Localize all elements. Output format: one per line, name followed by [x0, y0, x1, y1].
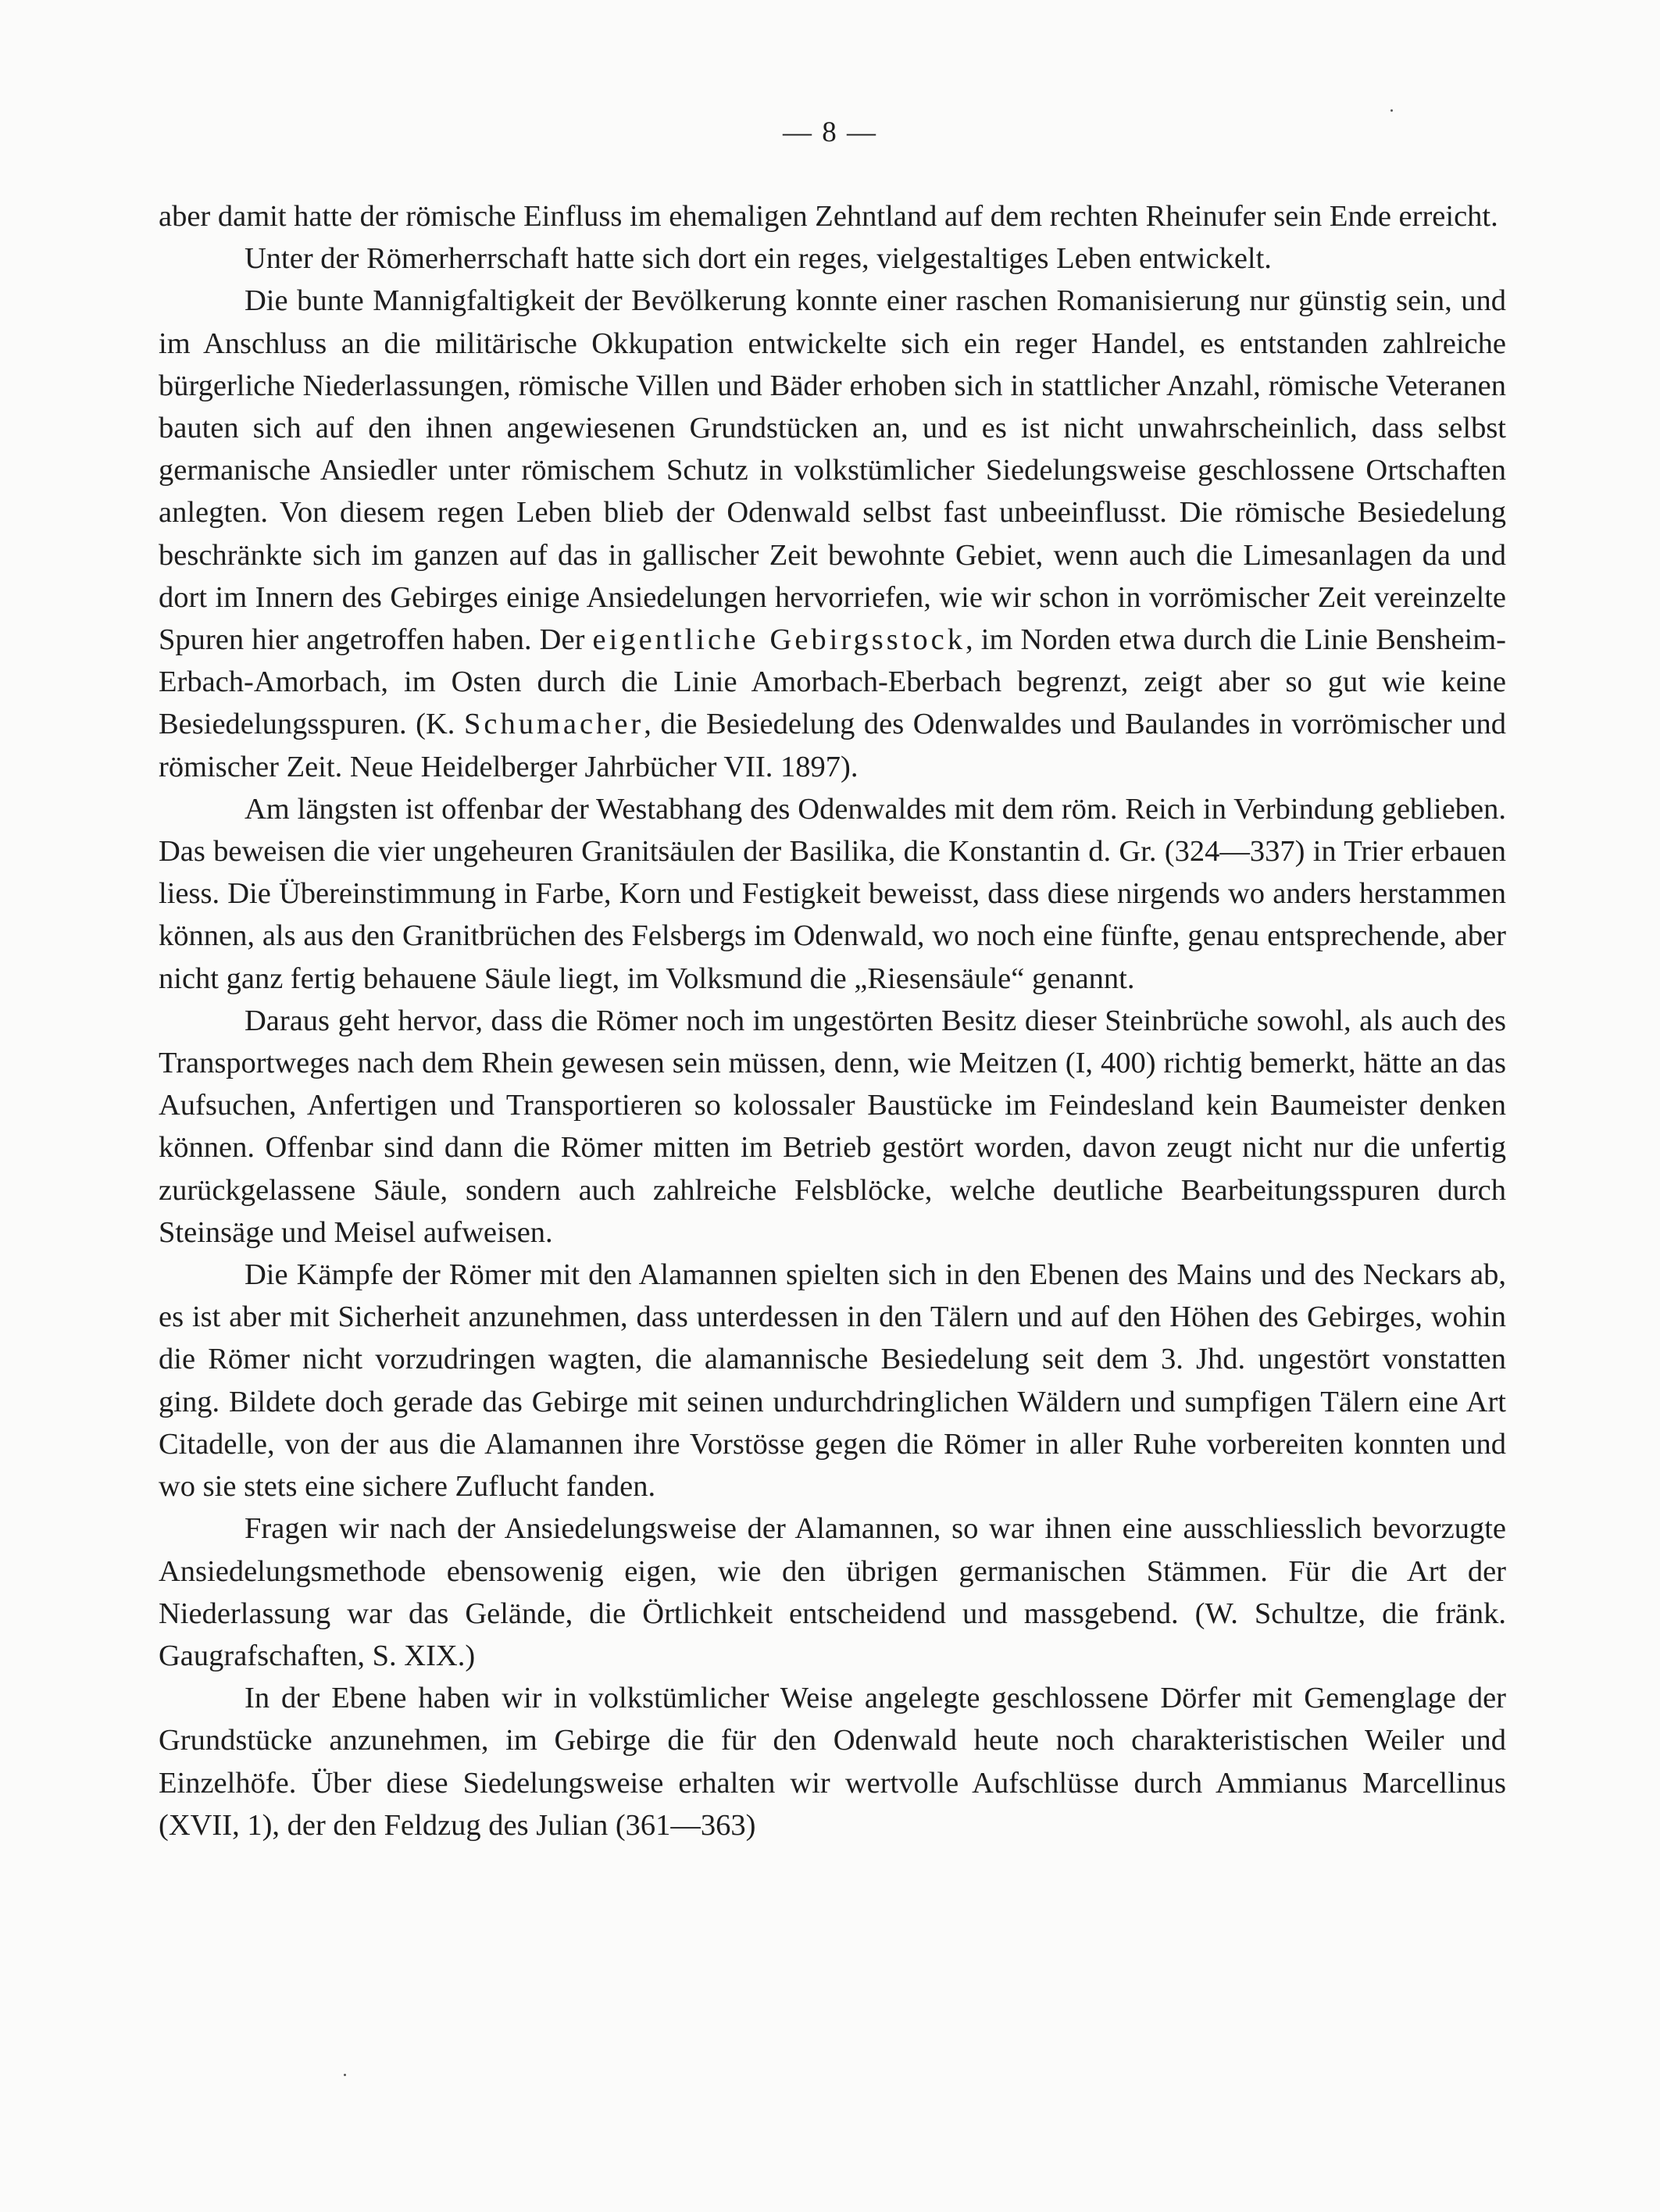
spaced-author-schumacher: Schumacher — [463, 708, 644, 741]
paragraph-4: Am längsten ist offenbar der Westabhang des Odenwaldes mit dem röm. Reich in Verbindung geblieben. Das beweisen die vier ungeheuren Granitsäulen der Basilika, die Konstantin d. Gr. (324—337) in Trier erbauen liess. Die Übereinstimmung in Farbe, Korn und Festigkeit beweisst, dass diese nirgends wo anders herstammen können, als aus den Granitbrüchen des Felsbergs im Odenwald, wo noch eine fünfte, genau entsprechende, aber nicht ganz fertig behauene Säule liegt, im Volksmund die „Riesensäule“ genannt. — [159, 792, 1506, 995]
spaced-term-gebirgsstock: eigentliche Gebirgsstock — [592, 623, 966, 657]
paragraph-8: In der Ebene haben wir in volkstümlicher Weise angelegte geschlossene Dörfer mit Gemenglage der Grundstücke anzunehmen, im Gebirge die für den Odenwald heute noch charakteristischen Weiler und Einzelhöfe. Über diese Siedelungsweise erhalten wir wertvolle Aufschlüsse durch Ammianus Marcellinus (XVII, 1), der den Feldzug des Julian (361—363) — [159, 1682, 1506, 1842]
paragraph-6: Die Kämpfe der Römer mit den Alamannen spielten sich in den Ebenen des Mains und des Neckars ab, es ist aber mit Sicherheit anzunehmen, dass unterdessen in den Tälern und auf den Höhen des Gebirges, wohin die Römer nicht vorzudringen wagten, die alamannische Besiedelung seit dem 3. Jhd. ungestört vonstatten ging. Bildete doch gerade das Gebirge mit seinen undurchdringlichen Wäldern und sumpfigen Tälern eine Art Citadelle, von der aus die Alamannen ihre Vorstösse gegen die Römer in aller Ruhe vorbereiten konnten und wo sie stets eine sichere Zuflucht fanden. — [159, 1258, 1506, 1504]
paragraph-3 — [159, 280, 1506, 787]
paragraph-5: Daraus geht hervor, dass die Römer noch im ungestörten Besitz dieser Steinbrüche sowohl, als auch des Transportweges nach dem Rhein gewesen sein müssen, denn, wie Meitzen (I, 400) richtig bemerkt, hätte an das Aufsuchen, Anfertigen und Transportieren so kolossaler Baustücke im Feindesland kein Baumeister denken können. Offenbar sind dann die Römer mitten im Betrieb gestört worden, davon zeugt nicht nur die unfertig zurückgelassene Säule, sondern auch zahlreiche Felsblöcke, welche deutliche Bearbeitungsspuren durch Steinsäge und Meisel aufweisen. — [159, 1004, 1506, 1249]
paragraph-3-part-2: , im Norden etwa durch die Linie Bensheim-Erbach-Amorbach, im Osten durch die Linie Amorbach-Eberbach begrenzt, zeigt aber so gut wie keine Besiedelungsspuren. (K. — [159, 623, 1507, 741]
page-number: — 8 — — [783, 116, 877, 148]
scan-speck — [344, 2074, 346, 2076]
paragraph-2: Unter der Römerherrschaft hatte sich dort ein reges, vielgestaltiges Leben entwickelt. — [245, 242, 1272, 276]
paragraph-3-part-3: , die Besiedelung des Odenwaldes und Baulandes in vorrömischer und römischer Zeit. Neue Heidelberger Jahrbücher VII. 1897). — [159, 708, 1506, 783]
paragraph-3-part-1: Die bunte Mannigfaltigkeit der Bevölkerung konnte einer raschen Romanisierung nur günstig sein, und im Anschluss an die militärische Okkupation entwickelte sich ein reger Handel, es entstanden zahlreiche bürgerliche Niederlassungen, römische Villen und Bäder erhoben sich in stattlicher Anzahl, römische Veteranen bauten sich auf den ihnen angewiesenen Grundstücken an, und es ist nicht unwahrscheinlich, dass selbst germanische Ansiedler unter römischem Schutz in volkstümlicher Siedelungsweise geschlossene Ortschaften anlegten. Von diesem regen Leben blieb der Odenwald selbst fast unbeeinflusst. Die römische Besiedelung beschränkte sich im ganzen auf das in gallischer Zeit bewohnte Gebiet, wenn auch die Limesanlagen da und dort im Innern des Gebirges einige Ansiedelungen hervorriefen, wie wir schon in vorrömischer Zeit vereinzelte Spuren hier angetroffen haben. Der — [159, 284, 1506, 657]
paragraph-7: Fragen wir nach der Ansiedelungsweise der Alamannen, so war ihnen eine ausschliesslich bevorzugte Ansiedelungsmethode ebensowenig eigen, wie den übrigen germanischen Stämmen. Für die Art der Niederlassung war das Gelände, die Örtlichkeit entscheidend und massgebend. (W. Schultze, die fränk. Gaugrafschaften, S. XIX.) — [159, 1512, 1506, 1672]
scan-speck — [1390, 109, 1393, 112]
paragraph-1: aber damit hatte der römische Einfluss im ehemaligen Zehntland auf dem rechten Rheinufer sein Ende erreicht. — [159, 200, 1498, 233]
body-text — [159, 195, 1506, 1846]
